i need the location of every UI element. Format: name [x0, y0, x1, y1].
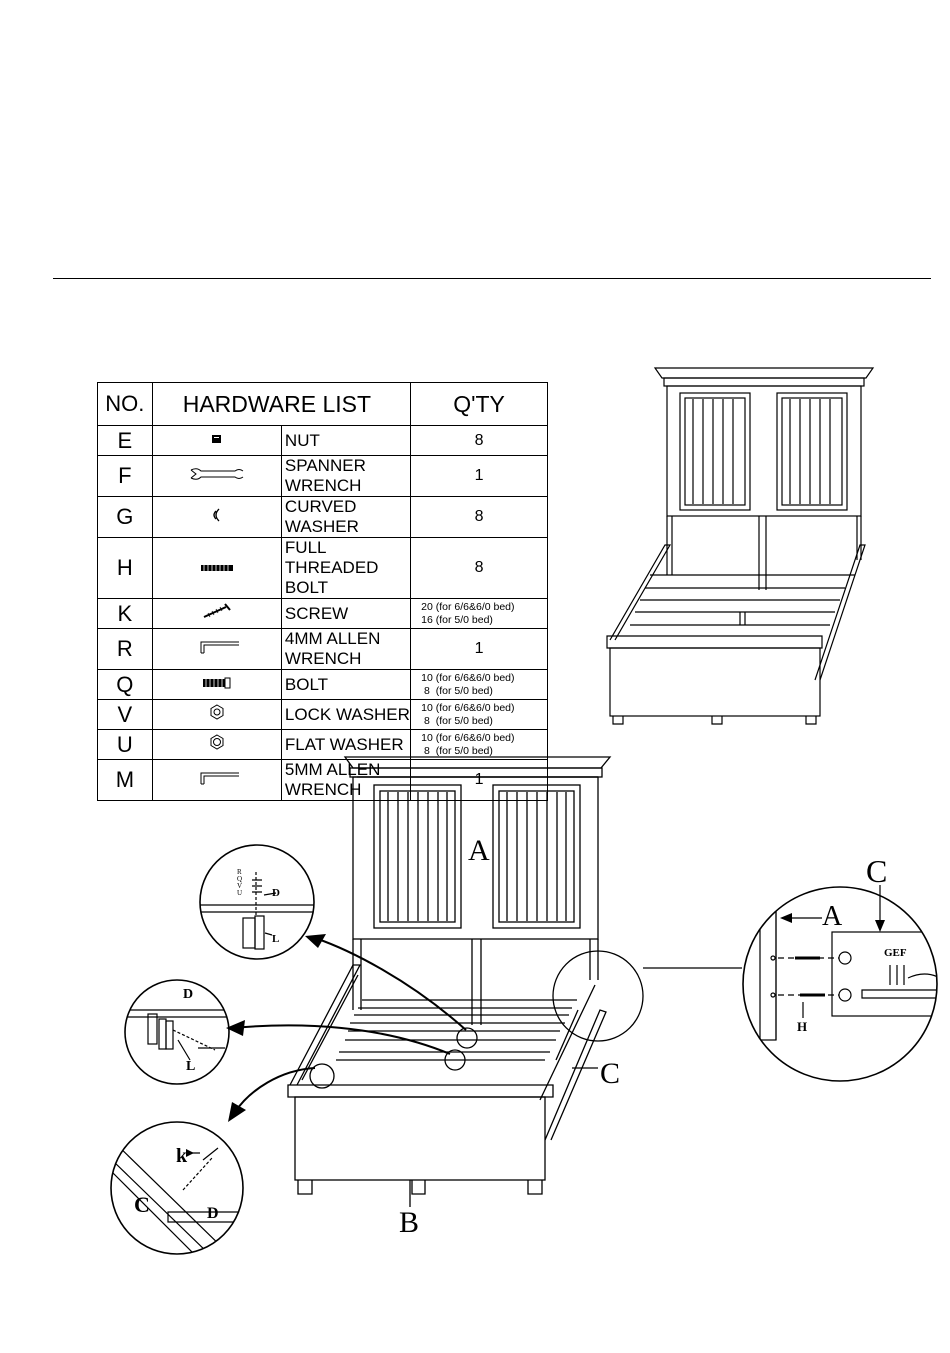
- right-detail-h: H: [797, 1019, 808, 1034]
- part-letter: F: [98, 456, 153, 497]
- top-detail-q: Q: [237, 875, 243, 883]
- col-header-hardware-list: HARDWARE LIST: [152, 383, 410, 426]
- part-quantity: 1: [411, 760, 548, 801]
- top-detail-v: V: [237, 882, 243, 890]
- bottom-detail-d: D: [207, 1205, 219, 1222]
- bed-exploded-illustration: [232, 757, 742, 1207]
- part-letter: U: [98, 730, 153, 760]
- quantity-line: 10 (for 6/6&6/0 bed): [421, 701, 515, 714]
- part-letter: K: [98, 599, 153, 629]
- part-quantity: 1: [411, 629, 548, 670]
- part-letter: E: [98, 426, 153, 456]
- bed-overview-illustration: [607, 368, 873, 724]
- quantity-line: 10 (for 6/6&6/0 bed): [421, 731, 515, 744]
- mid-detail-l: L: [186, 1059, 196, 1074]
- right-detail-a: A: [822, 901, 843, 932]
- bottom-detail-k: k: [176, 1145, 188, 1167]
- quantity-line: 10 (for 6/6&6/0 bed): [421, 671, 515, 684]
- part-quantity: 8: [411, 426, 548, 456]
- part-name: CURVED WASHER: [281, 497, 410, 538]
- label-footboard: B: [399, 1206, 420, 1239]
- part-quantity: 8: [411, 538, 548, 599]
- part-name: FULL THREADED BOLT: [281, 538, 410, 599]
- quantity-line: 8 (for 5/0 bed): [421, 684, 493, 697]
- top-detail-r: R: [237, 868, 242, 876]
- bottom-detail-c: C: [134, 1192, 150, 1217]
- label-side-rail: C: [600, 1057, 621, 1090]
- label-headboard: A: [468, 834, 490, 867]
- mid-detail-d: D: [183, 987, 194, 1002]
- right-detail-gef: GEF: [884, 947, 907, 959]
- part-name: NUT: [281, 426, 410, 456]
- quantity-line: 8 (for 5/0 bed): [421, 714, 493, 727]
- part-name: SCREW: [281, 599, 410, 629]
- part-letter: G: [98, 497, 153, 538]
- part-name: SPANNER WRENCH: [281, 456, 410, 497]
- part-name: LOCK WASHER: [281, 700, 410, 730]
- part-name: BOLT: [281, 670, 410, 700]
- detail-rail-connection: [743, 885, 945, 1081]
- col-header-qty: Q'TY: [411, 383, 548, 426]
- part-letter: R: [98, 629, 153, 670]
- part-quantity: 8: [411, 497, 548, 538]
- part-quantity: 1: [411, 456, 548, 497]
- part-name: 4MM ALLEN WRENCH: [281, 629, 410, 670]
- right-detail-c: C: [866, 853, 888, 889]
- part-letter: Q: [98, 670, 153, 700]
- detail-plate-mid: [125, 980, 230, 1084]
- col-header-no: NO.: [98, 383, 153, 426]
- part-letter: V: [98, 700, 153, 730]
- quantity-line: 8 (for 5/0 bed): [421, 744, 493, 757]
- quantity-line: 20 (for 6/6&6/0 bed): [421, 600, 515, 613]
- detail-screw-bottom: [111, 1122, 243, 1260]
- detail-arrowheads: [186, 913, 885, 1157]
- diagram-labels: [134, 834, 907, 1239]
- top-detail-u: U: [237, 889, 243, 897]
- part-letter: M: [98, 760, 153, 801]
- part-letter: H: [98, 538, 153, 599]
- part-name: FLAT WASHER: [281, 730, 410, 760]
- detail-bracket-top: [195, 845, 320, 959]
- quantity-line: 16 (for 5/0 bed): [421, 613, 493, 626]
- top-detail-l: L: [272, 933, 280, 945]
- top-detail-d: D: [272, 887, 280, 899]
- arrowheads: [226, 934, 326, 1122]
- part-name: 5MM ALLEN WRENCH: [281, 760, 410, 801]
